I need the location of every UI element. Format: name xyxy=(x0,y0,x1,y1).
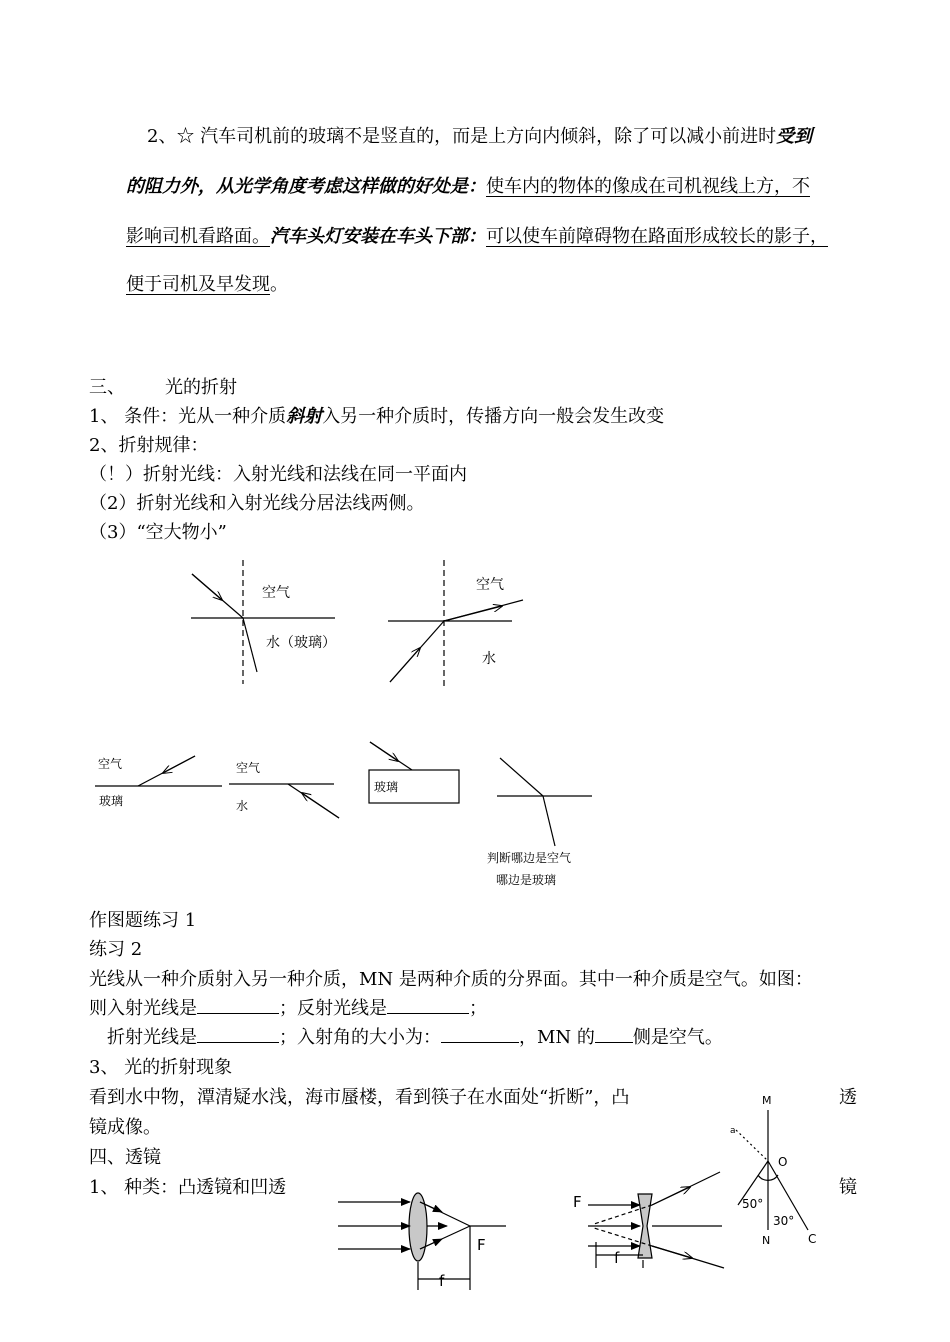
concave-lens-diagram xyxy=(588,1172,724,1268)
label-angle-30: 30° xyxy=(773,1214,795,1228)
phenomena-text-2: 镜成像。 xyxy=(89,1117,161,1138)
label-N: N xyxy=(762,1234,771,1247)
label-O: O xyxy=(778,1155,788,1169)
label-b-water: 水 xyxy=(236,799,249,813)
phenomena-text: 看到水中物，潭清疑水浅，海市蜃楼，看到筷子在水面处“折断”，凸 xyxy=(89,1087,630,1108)
refraction-diagram-air-to-water xyxy=(191,560,335,684)
section-heading: 光的折射 xyxy=(165,377,237,398)
label-a-glass: 玻璃 xyxy=(99,794,124,808)
q2-line-2: 的阻力外，从光学角度考虑这样做的好处是：使车内的物体的像成在司机视线上方，不 xyxy=(126,176,810,197)
label-M: M xyxy=(762,1094,772,1107)
lens-title: 四、透镜 xyxy=(89,1147,161,1168)
q2-line-4: 便于司机及早发现。 xyxy=(126,274,288,295)
phenomena-title: 3、 光的折射现象 xyxy=(89,1057,233,1078)
rule-2: （2）折射光线和入射光线分居法线两侧。 xyxy=(89,493,425,514)
label-concave-f: f xyxy=(614,1249,620,1267)
q2-line-3: 影响司机看路面。汽车头灯安装在车头下部：可以使车前障碍物在路面形成较长的影子， xyxy=(126,226,828,247)
label-angle-50: 50° xyxy=(742,1197,764,1211)
answer-underlined: 使车内的物体的像成在司机视线上方，不 xyxy=(486,176,810,197)
label-concave-F: F xyxy=(573,1193,582,1211)
rule-3: （3）“空大物小” xyxy=(89,522,227,543)
exercise-blank-line-1: 则入射光线是 ；反射光线是 ； xyxy=(89,998,487,1019)
label-convex-f: f xyxy=(439,1272,445,1290)
mn-interface-diagram xyxy=(736,1110,808,1230)
section-heading-num: 三、 xyxy=(89,377,125,398)
label-air-1: 空气 xyxy=(262,585,290,601)
exercise-2: 练习 2 xyxy=(89,939,143,960)
q2-line-1: 2、☆ 汽车司机前的玻璃不是竖直的，而是上方向内倾斜，除了可以减小前进时受到 xyxy=(147,126,813,147)
label-a: a xyxy=(730,1126,736,1136)
label-b-air: 空气 xyxy=(236,761,261,775)
refraction-rule-title: 2、折射规律： xyxy=(89,435,209,456)
label-air-2: 空气 xyxy=(476,577,504,593)
lens-kinds: 1、 种类：凸透镜和凹透 xyxy=(89,1177,287,1198)
label-d-question-1: 判断哪边是空气 xyxy=(487,851,572,865)
refraction-condition: 1、 条件：光从一种介质斜射入另一种介质时，传播方向一般会发生改变 xyxy=(89,406,665,427)
rule-1: （！）折射光线：入射光线和法线在同一平面内 xyxy=(89,464,467,485)
exercise-1: 作图题练习 1 xyxy=(89,910,197,931)
phenomena-text-end: 透 xyxy=(839,1087,857,1108)
label-water: 水 xyxy=(482,651,496,667)
label-C: C xyxy=(808,1232,817,1246)
lens-kinds-end: 镜 xyxy=(839,1177,857,1198)
exercise-desc: 光线从一种介质射入另一种介质，MN 是两种介质的分界面。其中一种介质是空气。如图： xyxy=(89,969,813,990)
label-water-glass: 水（玻璃） xyxy=(266,635,336,651)
label-d-question-2: 哪边是玻璃 xyxy=(496,873,557,887)
exercise-blank-line-2: 折射光线是 ；入射角的大小为： ，MN 的 侧是空气。 xyxy=(107,1027,723,1048)
label-convex-F: F xyxy=(477,1236,486,1254)
label-a-air: 空气 xyxy=(98,757,123,771)
label-c-glass: 玻璃 xyxy=(374,780,399,794)
exercise-diagram-d xyxy=(497,758,592,846)
